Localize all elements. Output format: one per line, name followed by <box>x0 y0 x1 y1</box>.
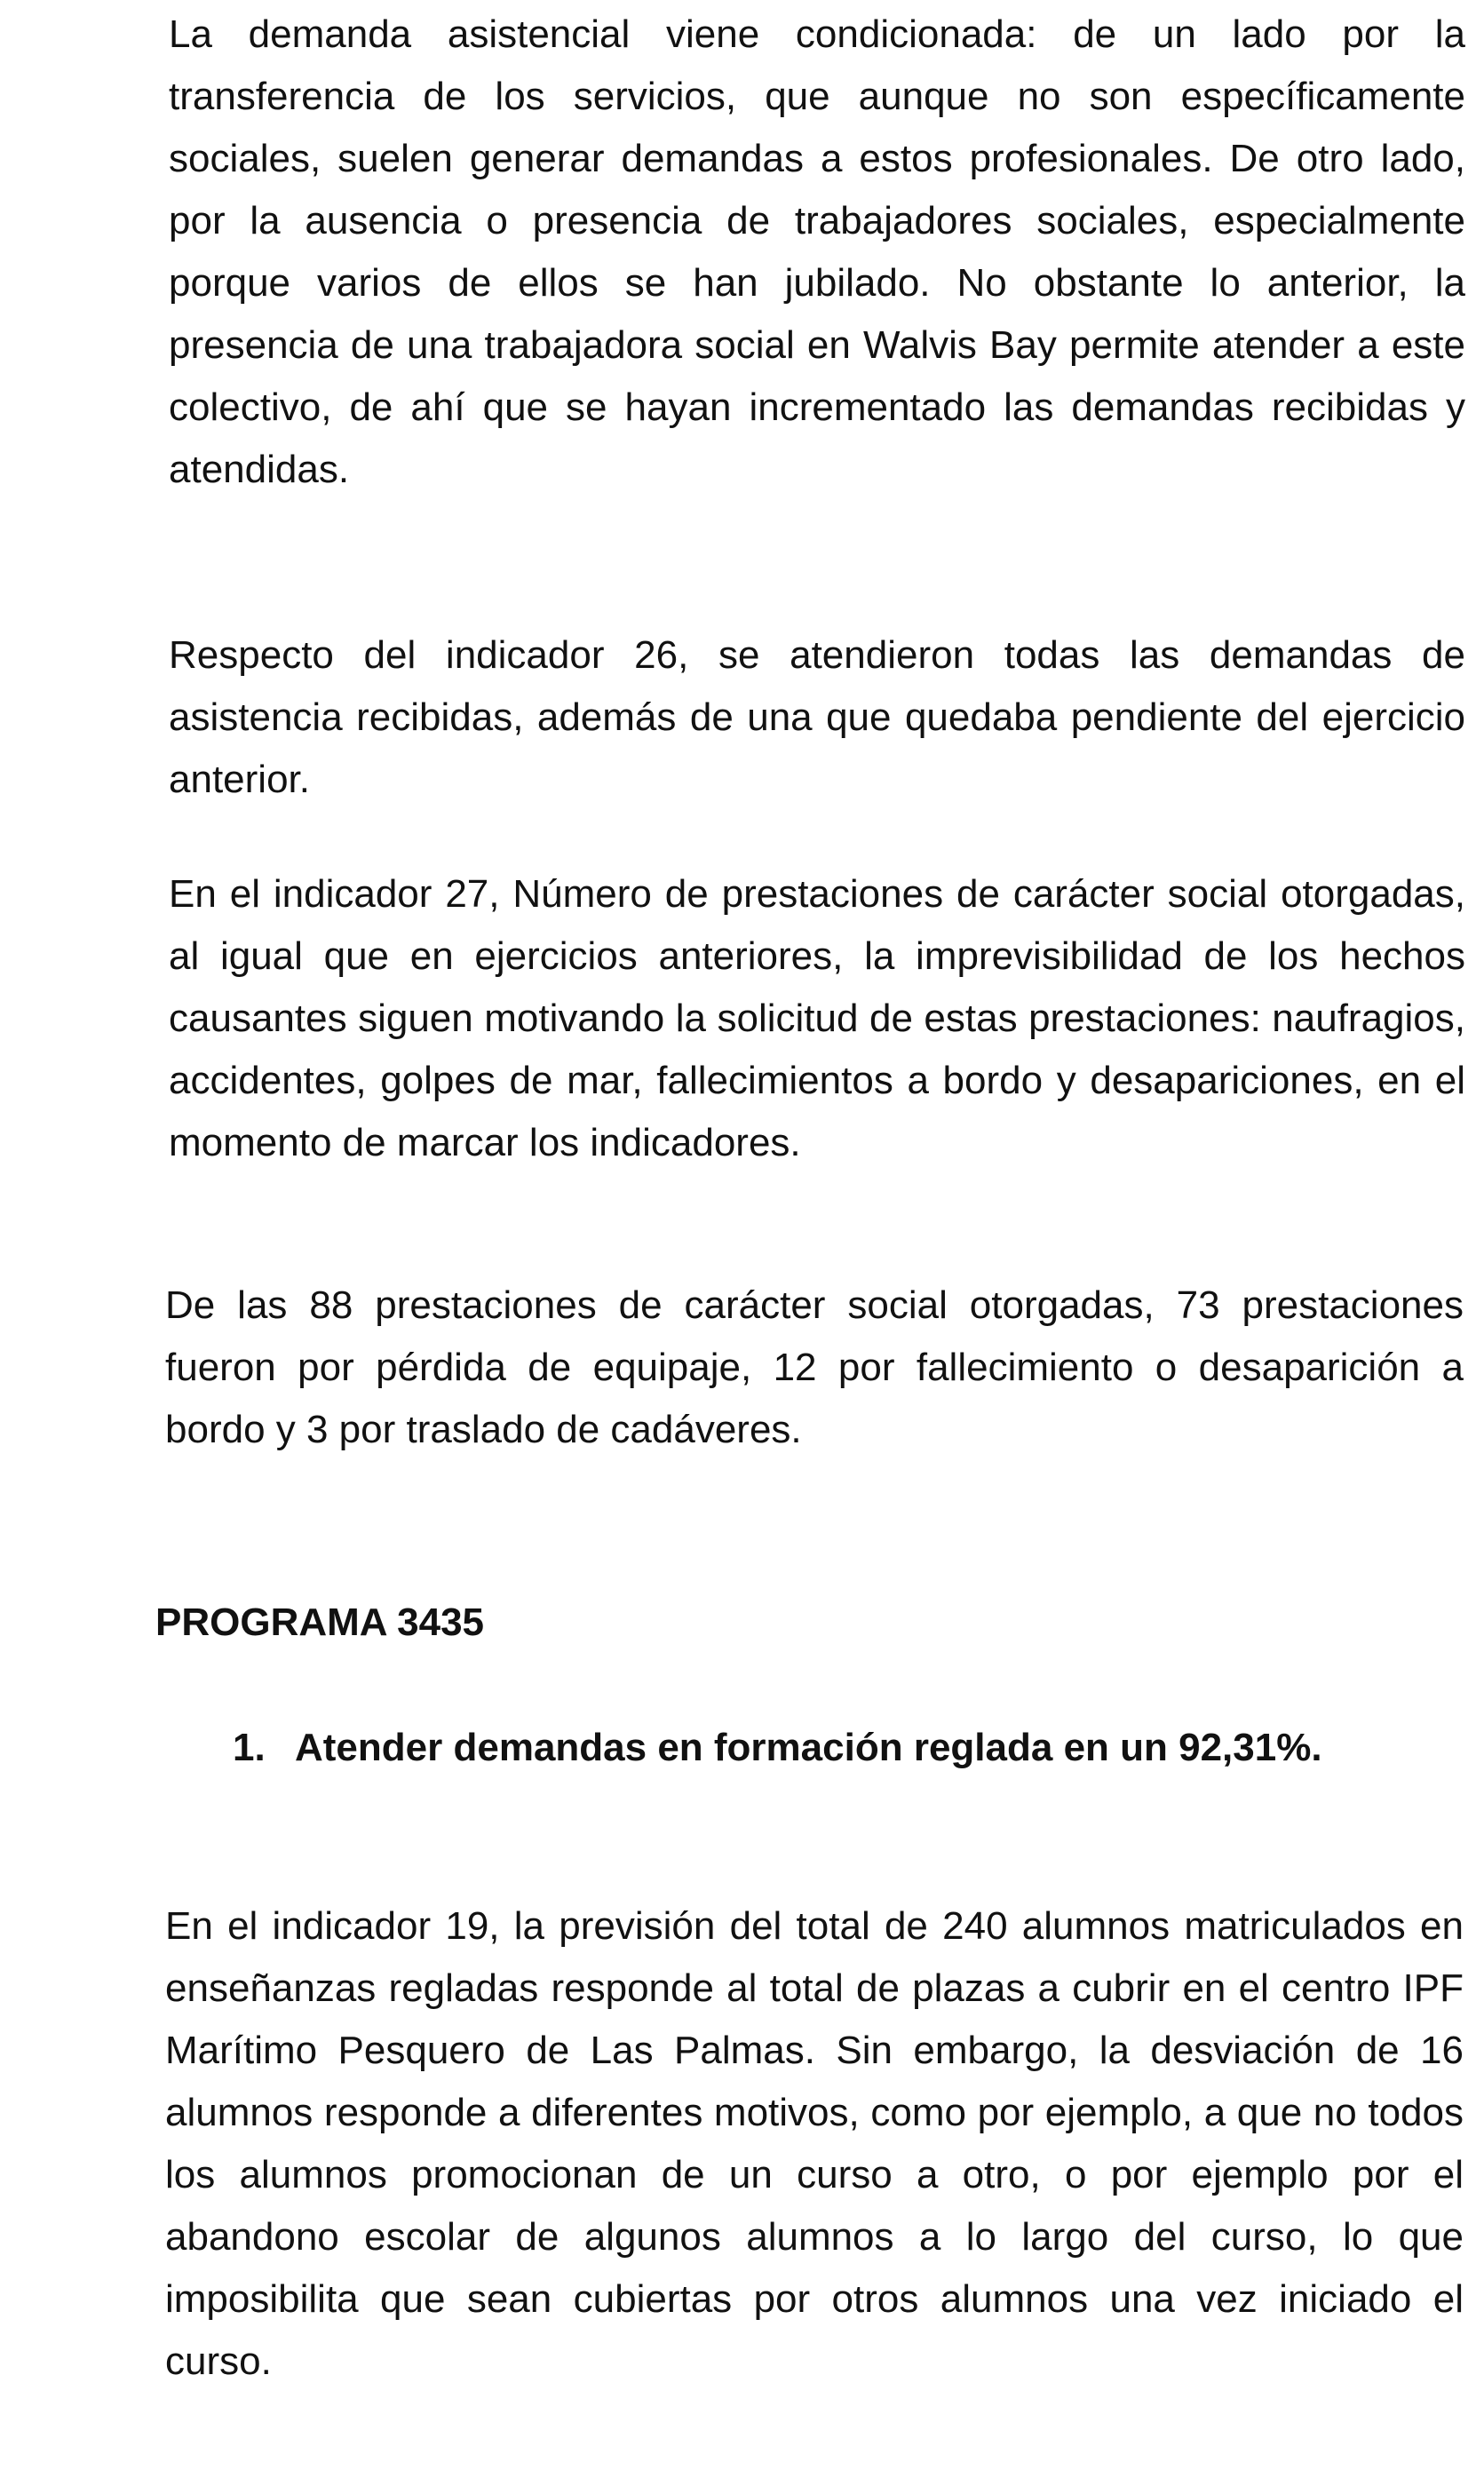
objective-list-item <box>233 1717 1448 1779</box>
paragraph-prestaciones-otorgadas: De las 88 prestaciones de carácter social otorgadas, 73 prestaciones fueron por pérdida de equipaje, 12 por fallecimiento o desaparición a bordo y 3 por traslado de cadáveres. <box>165 1283 1464 1451</box>
objective-text: Atender demandas en formación reglada en un 92,31%. <box>295 1726 1322 1769</box>
paragraph-demanda-asistencial: La demanda asistencial viene condicionada: de un lado por la transferencia de los servicios, que aunque no son específicamente sociales, suelen generar demandas a estos profesionales. De otro lado, por la ausencia o presencia de trabajadores sociales, especialmente porque varios de ellos se han jubilado. No obstante lo anterior, la presencia de una trabajadora social en Walvis Bay permite atender a este colectivo, de ahí que se hayan incrementado las demandas recibidas y atendidas. <box>169 12 1465 491</box>
program-heading: PROGRAMA 3435 <box>155 1600 485 1644</box>
paragraph-indicador-27: En el indicador 27, Número de prestaciones de carácter social otorgadas, al igual que en ejercicios anteriores, la imprevisibilidad de los hechos causantes siguen motivando la solicitud de estas prestaciones: naufragios, accidentes, golpes de mar, fallecimientos a bordo y desapariciones, en el momento de marcar los indicadores. <box>169 872 1465 1164</box>
objective-number: 1. <box>233 1726 266 1769</box>
paragraph-indicador-19: En el indicador 19, la previsión del total de 240 alumnos matriculados en enseñanzas regladas responde al total de plazas a cubrir en el centro IPF Marítimo Pesquero de Las Palmas. Sin embargo, la desviación de 16 alumnos responde a diferentes motivos, como por ejemplo, a que no todos los alumnos promocionan de un curso a otro, o por ejemplo por el abandono escolar de algunos alumnos a lo largo del curso, lo que imposibilita que sean cubiertas por otros alumnos una vez iniciado el curso. <box>165 1904 1464 2383</box>
paragraph-indicador-26: Respecto del indicador 26, se atendieron todas las demandas de asistencia recibidas, además de una que quedaba pendiente del ejercicio anterior. <box>169 633 1465 801</box>
